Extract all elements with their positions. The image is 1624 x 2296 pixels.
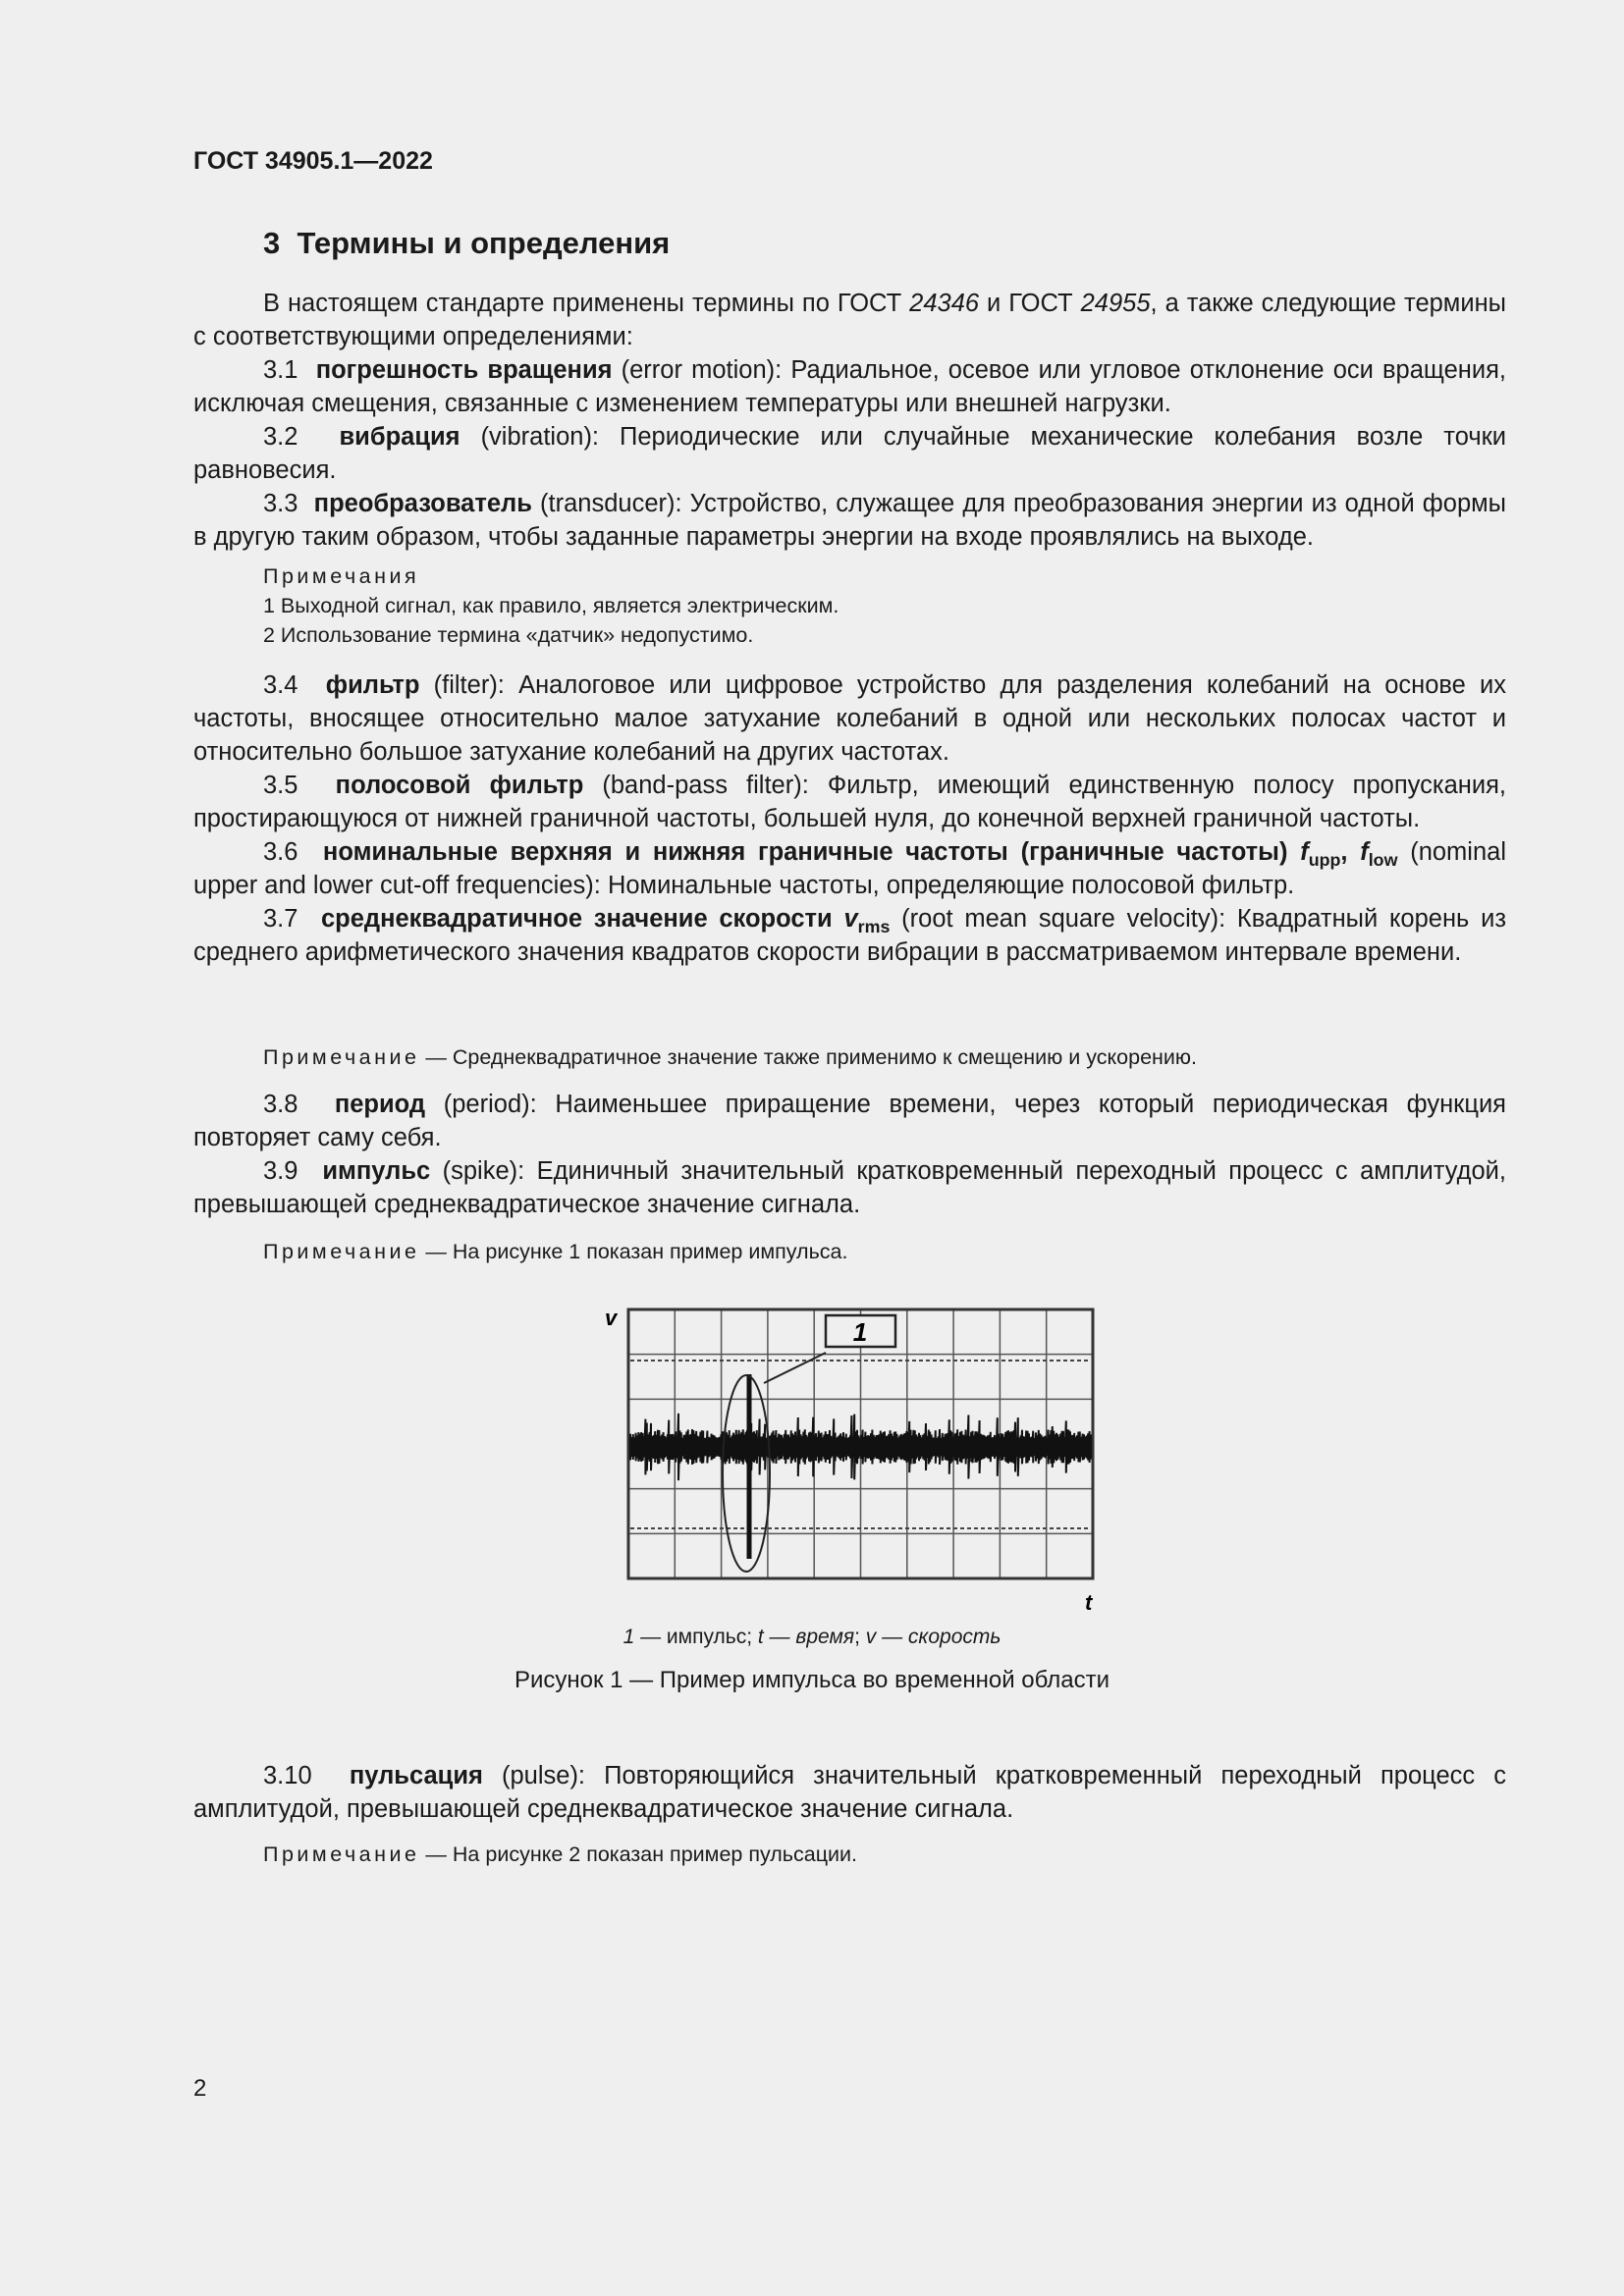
notes-heading: Примечания [263,564,420,588]
section-title [263,226,670,261]
terms-block-3 [193,1088,1506,1221]
term-3-7: 3.7 среднеквадратичное значение скорости $v_{rms}$ (root mean square velocity): Квадратный корень из среднего арифметического значения квадратов скорости вибрации в рассматриваемом интервале времени. [193,905,1507,966]
standard-ref-24346: 24346 [909,290,980,317]
note-3-7 [193,1042,1506,1072]
spike-highlight-ellipse [723,1375,770,1572]
term-3-6: 3.6 номинальные верхняя и нижняя граничные частоты (граничные частоты) $f_{upp}$, $f_{low}$ (nominal upper and lower cut-off frequencies): Номинальные частоты, определяющие полосовой фильтр. [193,838,1506,899]
term-3-2: 3.2 вибрация (vibration): Периодические или случайные механические колебания возле точки равновесия. [193,423,1507,484]
term-3-4: 3.4 фильтр (filter): Аналоговое или цифровое устройство для разделения колебаний на основе их частоты, вносящее относительно малое затухание колебаний в одной или нескольких полосах частот и относительно большое затухание колебаний на других частотах. [193,671,1506,766]
note-3-9 [193,1237,1506,1266]
intro-paragraph: В настоящем стандарте применены термины по ГОСТ 24346 и ГОСТ 24955, а также следующие термины с соответствующими определениями: [193,290,1506,350]
standard-ref-24955: 24955 [1080,290,1151,317]
term-3-3: 3.3 преобразователь (transducer): Устройство, служащее для преобразования энергии из одной формы в другую таким образом, чтобы заданные параметры энергии на входе проявлялись на выходе. [193,490,1506,551]
term-3-9: 3.9 импульс (spike): Единичный значительный кратковременный переходный процесс с амплитудой, превышающей среднеквадратическое значение сигнала. [193,1157,1506,1218]
note-label: Примечание [263,1045,420,1069]
figure-1 [589,1296,1119,1620]
terms-block-1 [193,287,1506,554]
figure-legend: 1 — импульс; t — время; v — скорость [623,1626,1001,1648]
document-header: ГОСТ 34905.1—2022 [193,147,433,175]
x-axis-label: t [1085,1590,1093,1615]
page-number: 2 [193,2075,207,2102]
section-title-text: Термины и определения [297,226,671,260]
section-number: 3 [263,226,281,260]
term-3-8: 3.8 период (period): Наименьшее приращение времени, через который периодическая функция повторяет саму себя. [193,1091,1506,1151]
terms-block-2 [193,668,1506,969]
callout-label: 1 [852,1317,868,1347]
callout-leader-line [764,1353,826,1383]
note-label: Примечание [263,1842,420,1866]
term-3-10: 3.10 пульсация (pulse): Повторяющийся значительный кратковременный переходный процесс с амплитудой, превышающей среднеквадратическое значение сигнала. [193,1762,1506,1823]
note-text: — На рисунке 1 показан пример импульса. [419,1240,848,1263]
note-text: — На рисунке 2 показан пример пульсации. [419,1842,858,1866]
note-item-2: 2 Использование термина «датчик» недопустимо. [263,623,754,647]
note-label: Примечание [263,1240,420,1263]
note-3-10 [193,1840,1506,1869]
note-text: — Среднеквадратичное значение также применимо к смещению и ускорению. [419,1045,1198,1069]
figure-caption: Рисунок 1 — Пример импульса во временной области [514,1667,1110,1693]
term-3-1: 3.1 погрешность вращения (error motion): Радиальное, осевое или угловое отклонение оси вращения, исключая смещения, связанные с изменением температуры или внешней нагрузки. [193,356,1507,417]
note-item-1: 1 Выходной сигнал, как правило, является электрическим. [263,594,839,617]
terms-block-4 [193,1759,1506,1826]
notes-block-3-3 [193,561,1506,650]
y-axis-label: v [605,1306,618,1330]
spike-signal-plot [589,1296,1119,1620]
term-3-5: 3.5 полосовой фильтр (band-pass filter): Фильтр, имеющий единственную полосу пропускания, простирающуюся от нижней граничной частоты, большей нуля, до конечной верхней граничной частоты. [193,772,1506,832]
